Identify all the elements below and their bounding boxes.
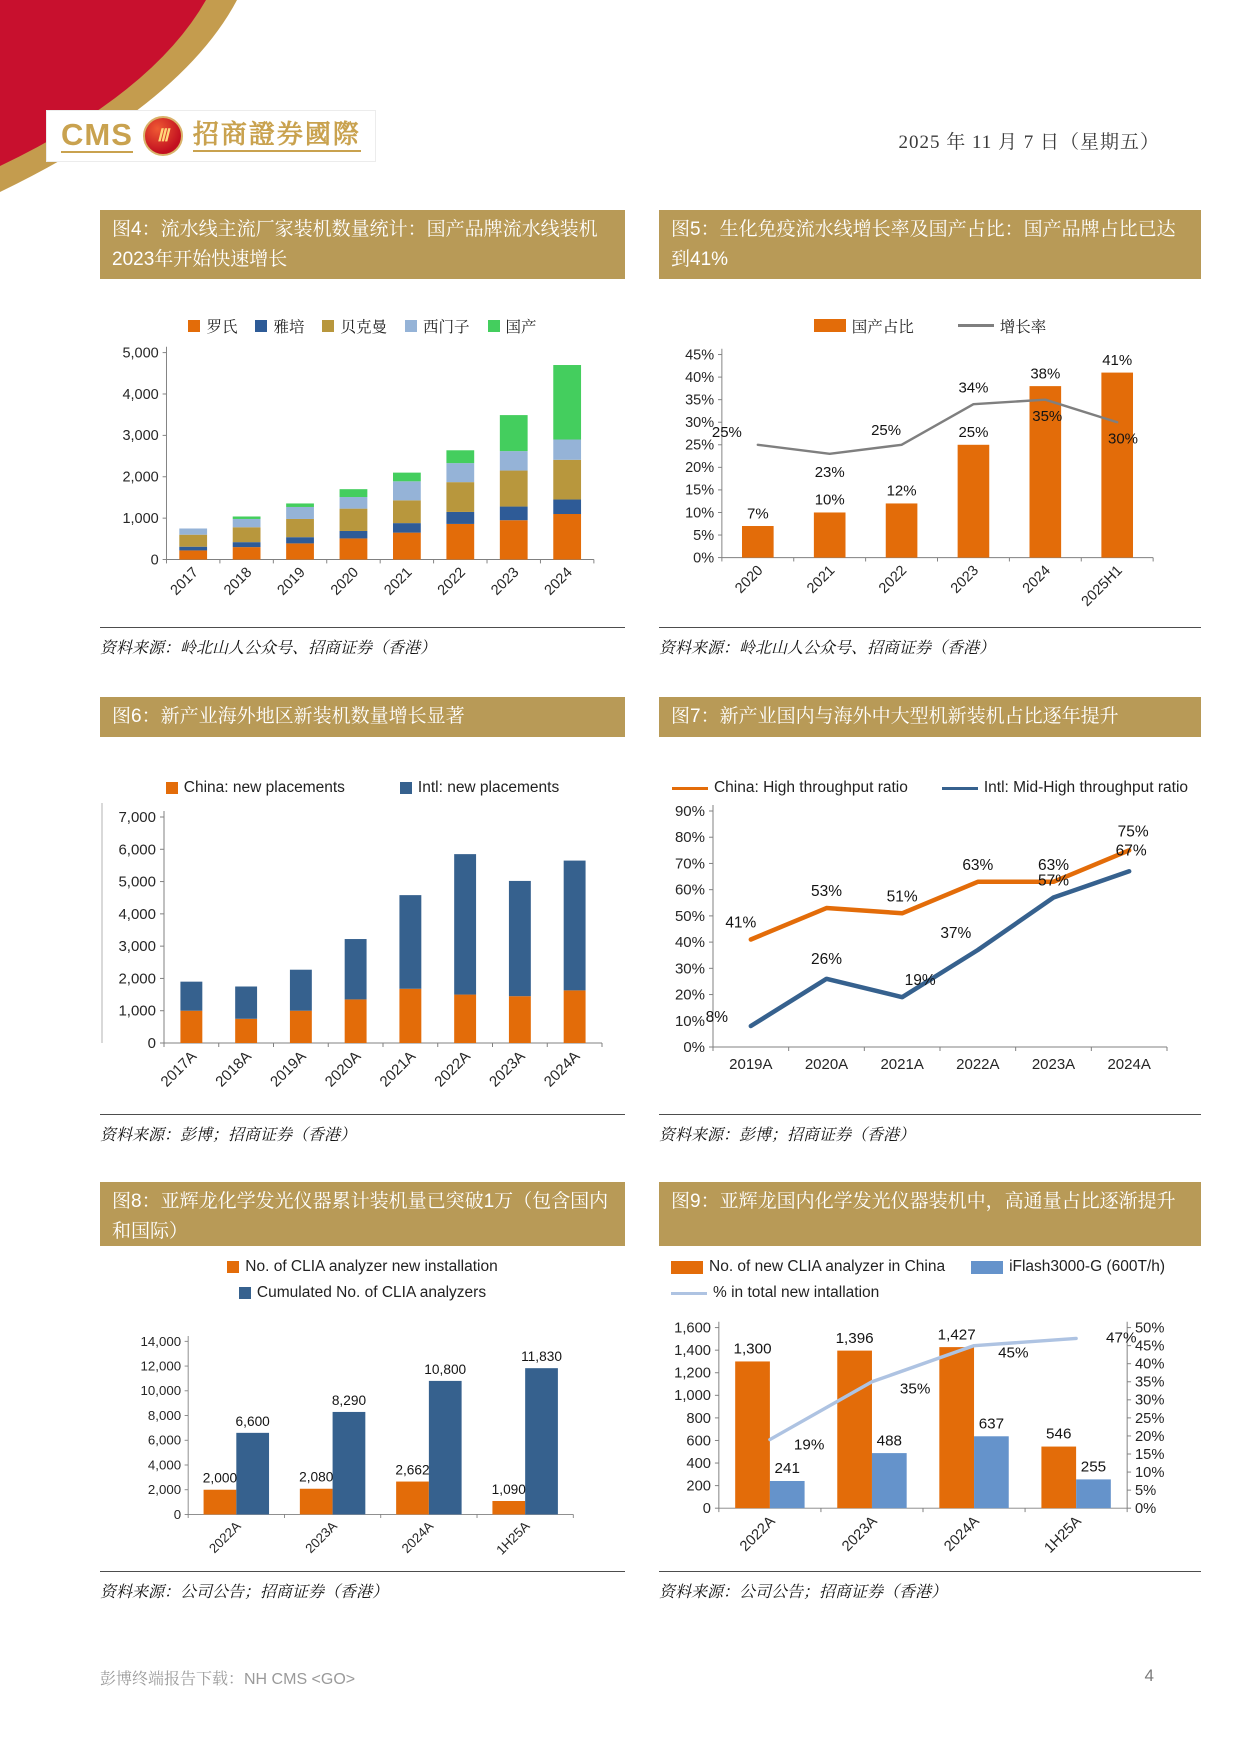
- svg-text:51%: 51%: [886, 888, 918, 906]
- svg-text:10%: 10%: [1135, 1464, 1165, 1481]
- svg-text:2019: 2019: [274, 564, 309, 599]
- svg-text:637: 637: [978, 1415, 1005, 1433]
- svg-text:2,080: 2,080: [299, 1469, 334, 1485]
- legend-swatch-icon: [400, 782, 412, 794]
- svg-text:5%: 5%: [693, 527, 715, 544]
- svg-text:241: 241: [774, 1460, 800, 1478]
- svg-text:2019A: 2019A: [729, 1056, 773, 1074]
- legend-swatch-icon: [942, 787, 978, 790]
- svg-text:10,000: 10,000: [140, 1383, 182, 1399]
- svg-text:45%: 45%: [685, 347, 715, 364]
- stacked-bar-chart-fig6: [100, 801, 612, 1107]
- svg-text:2018A: 2018A: [212, 1048, 255, 1091]
- svg-text:40%: 40%: [674, 934, 705, 952]
- svg-text:40%: 40%: [1135, 1356, 1165, 1373]
- legend-item: [671, 1258, 945, 1276]
- svg-text:37%: 37%: [940, 925, 972, 943]
- cms-logo-text: CMS: [61, 116, 133, 152]
- bar-line-chart-fig5: [659, 341, 1187, 627]
- legend-item: [971, 1258, 1165, 1276]
- svg-text:2021A: 2021A: [376, 1048, 420, 1091]
- grouped-bar-chart-fig8: [100, 1306, 612, 1571]
- svg-text:1,396: 1,396: [835, 1329, 874, 1347]
- svg-text:1,400: 1,400: [674, 1343, 711, 1360]
- svg-text:2,000: 2,000: [202, 1470, 238, 1486]
- legend-swatch-icon: [672, 787, 708, 790]
- svg-text:2024A: 2024A: [540, 1048, 584, 1091]
- svg-text:4,000: 4,000: [118, 906, 156, 924]
- legend-item: [322, 315, 387, 337]
- legend-item: [671, 1284, 879, 1302]
- svg-text:7%: 7%: [746, 505, 769, 523]
- svg-text:2021A: 2021A: [880, 1056, 924, 1074]
- svg-text:2022: 2022: [434, 564, 469, 599]
- svg-text:10%: 10%: [685, 505, 715, 522]
- svg-text:255: 255: [1080, 1458, 1107, 1476]
- svg-text:4,000: 4,000: [122, 386, 159, 403]
- chart-legend: [100, 315, 625, 337]
- svg-text:1,600: 1,600: [674, 1320, 711, 1337]
- svg-text:1,000: 1,000: [118, 1003, 156, 1021]
- legend-label: Cumulated No. of CLIA analyzers: [256, 1284, 487, 1301]
- figure-title: 图4：流水线主流厂家装机数量统计：国产品牌流水线装机2023年开始快速增长: [100, 210, 625, 279]
- brand-chinese-text: 招商證券國際: [193, 120, 361, 152]
- svg-text:2025H1: 2025H1: [1078, 562, 1126, 610]
- svg-text:0: 0: [150, 552, 159, 569]
- svg-text:2018: 2018: [221, 564, 256, 599]
- svg-text:8,000: 8,000: [147, 1407, 182, 1423]
- legend-item: [400, 779, 559, 797]
- svg-text:2023: 2023: [947, 562, 983, 597]
- svg-text:3,000: 3,000: [118, 938, 156, 956]
- svg-text:2024A: 2024A: [398, 1518, 437, 1557]
- source-note: 资料来源：公司公告；招商证券（香港）: [659, 1571, 1201, 1602]
- report-date: 2025 年 11 月 7 日（星期五）: [898, 132, 1160, 153]
- svg-text:8,290: 8,290: [331, 1392, 367, 1408]
- svg-text:1H25A: 1H25A: [493, 1518, 533, 1558]
- svg-text:25%: 25%: [1135, 1410, 1165, 1427]
- svg-text:38%: 38%: [1030, 365, 1061, 383]
- svg-text:2023A: 2023A: [302, 1518, 341, 1557]
- cms-logo-icon: Ⅲ: [143, 116, 183, 156]
- svg-text:41%: 41%: [1102, 351, 1133, 369]
- svg-text:546: 546: [1046, 1425, 1072, 1443]
- chart-legend: [659, 1258, 1201, 1302]
- svg-text:1H25A: 1H25A: [1041, 1513, 1085, 1557]
- svg-text:25%: 25%: [871, 421, 902, 439]
- svg-text:2023A: 2023A: [1031, 1056, 1076, 1074]
- svg-text:45%: 45%: [1135, 1338, 1165, 1355]
- legend-item: [188, 315, 237, 337]
- source-note: 资料来源：彭博；招商证券（香港）: [100, 1114, 625, 1145]
- svg-text:1,000: 1,000: [122, 510, 159, 527]
- svg-text:2023A: 2023A: [839, 1513, 881, 1555]
- legend-swatch-icon: [255, 320, 267, 332]
- svg-text:30%: 30%: [685, 414, 715, 431]
- svg-text:2021: 2021: [381, 564, 416, 599]
- svg-text:75%: 75%: [1117, 823, 1149, 841]
- source-note: 资料来源：岭北山人公众号、招商证券（香港）: [100, 627, 625, 658]
- svg-text:14,000: 14,000: [140, 1333, 182, 1349]
- svg-text:800: 800: [686, 1410, 711, 1427]
- legend-swatch-icon: [971, 1261, 1003, 1274]
- svg-text:30%: 30%: [1135, 1392, 1165, 1409]
- legend-item: [239, 1284, 486, 1302]
- figure-title: 图5：生化免疫流水线增长率及国产占比：国产品牌占比已达到41%: [659, 210, 1201, 279]
- svg-text:2021: 2021: [804, 562, 839, 597]
- svg-text:2024A: 2024A: [1107, 1056, 1151, 1074]
- svg-text:5,000: 5,000: [118, 873, 156, 891]
- legend-swatch-icon: [405, 320, 417, 332]
- svg-text:20%: 20%: [685, 459, 715, 476]
- legend-item: [227, 1258, 497, 1276]
- svg-text:2,000: 2,000: [122, 469, 159, 486]
- svg-text:45%: 45%: [998, 1344, 1029, 1362]
- svg-text:47%: 47%: [1106, 1329, 1137, 1347]
- svg-text:1,000: 1,000: [674, 1388, 711, 1405]
- svg-text:35%: 35%: [685, 392, 715, 409]
- svg-text:2024A: 2024A: [941, 1513, 983, 1555]
- figure-panel-9: [659, 1182, 1201, 1602]
- svg-text:2020: 2020: [732, 562, 767, 597]
- svg-text:10%: 10%: [674, 1013, 705, 1031]
- svg-text:2022: 2022: [876, 562, 911, 597]
- svg-text:50%: 50%: [674, 908, 705, 926]
- cms-logo: [46, 110, 376, 162]
- figure-panel-7: [659, 697, 1201, 1145]
- svg-text:2017: 2017: [167, 564, 202, 599]
- figure-title: 图6：新产业海外地区新装机数量增长显著: [100, 697, 625, 737]
- svg-text:2017A: 2017A: [157, 1048, 201, 1091]
- svg-text:8%: 8%: [705, 1009, 729, 1027]
- legend-swatch-icon: [671, 1261, 703, 1274]
- svg-text:2022A: 2022A: [431, 1048, 474, 1091]
- svg-text:6,600: 6,600: [235, 1413, 270, 1429]
- stacked-bar-chart-fig4: [100, 341, 612, 627]
- svg-text:57%: 57%: [1037, 872, 1070, 890]
- svg-text:25%: 25%: [685, 437, 715, 454]
- bar-line-dual-axis-chart-fig9: [659, 1306, 1187, 1571]
- svg-text:25%: 25%: [711, 423, 742, 441]
- svg-text:0%: 0%: [683, 1039, 705, 1057]
- svg-text:2020A: 2020A: [804, 1056, 849, 1074]
- legend-swatch-icon: [188, 320, 200, 332]
- svg-text:15%: 15%: [685, 482, 715, 499]
- svg-text:7,000: 7,000: [118, 809, 156, 827]
- legend-item: [488, 315, 537, 337]
- legend-label: China: High throughput ratio: [713, 779, 908, 797]
- legend-label: 罗氏: [206, 318, 238, 336]
- legend-item: [942, 779, 1188, 797]
- legend-label: Intl: new placements: [417, 779, 560, 797]
- svg-text:1,300: 1,300: [733, 1340, 772, 1358]
- svg-text:2023: 2023: [488, 564, 523, 599]
- legend-item: [166, 779, 345, 797]
- chart-legend: [659, 779, 1201, 797]
- figure-title: 图7：新产业国内与海外中大型机新装机占比逐年提升: [659, 697, 1201, 737]
- svg-text:488: 488: [876, 1432, 903, 1450]
- svg-text:35%: 35%: [1135, 1374, 1165, 1391]
- svg-text:3,000: 3,000: [122, 427, 159, 444]
- figure-panel-6: [100, 697, 625, 1145]
- legend-label: 国产: [505, 318, 537, 336]
- legend-label: iFlash3000-G (600T/h): [1009, 1258, 1166, 1275]
- legend-label: % in total new intallation: [713, 1284, 880, 1301]
- page-number: 4: [1144, 1666, 1154, 1685]
- svg-text:12,000: 12,000: [140, 1358, 182, 1374]
- legend-label: 增长率: [999, 318, 1047, 336]
- svg-text:30%: 30%: [1108, 430, 1138, 448]
- legend-swatch-icon: [671, 1292, 707, 1295]
- svg-text:1,427: 1,427: [937, 1326, 976, 1344]
- svg-text:41%: 41%: [725, 914, 757, 932]
- svg-text:0: 0: [173, 1506, 182, 1522]
- svg-text:6,000: 6,000: [147, 1432, 182, 1448]
- legend-swatch-icon: [958, 324, 994, 327]
- legend-swatch-icon: [166, 782, 178, 794]
- legend-swatch-icon: [814, 319, 846, 332]
- svg-text:19%: 19%: [904, 972, 936, 990]
- legend-item: [814, 315, 914, 337]
- svg-text:2022A: 2022A: [206, 1518, 244, 1557]
- source-note: 资料来源：公司公告；招商证券（香港）: [100, 1571, 625, 1602]
- figure-panel-5: [659, 210, 1201, 658]
- svg-text:63%: 63%: [1037, 857, 1070, 875]
- svg-text:60%: 60%: [674, 882, 705, 900]
- legend-label: 西门子: [423, 318, 470, 336]
- chart-legend: [100, 779, 625, 797]
- svg-text:0: 0: [702, 1501, 711, 1518]
- svg-text:11,830: 11,830: [521, 1349, 562, 1365]
- svg-text:30%: 30%: [674, 960, 705, 978]
- source-note: 资料来源：彭博；招商证券（香港）: [659, 1114, 1201, 1145]
- figure-title: 图9：亚辉龙国内化学发光仪器装机中，高通量占比逐渐提升: [659, 1182, 1201, 1246]
- svg-text:2020A: 2020A: [321, 1048, 365, 1091]
- legend-label: China: new placements: [183, 779, 345, 797]
- svg-text:20%: 20%: [674, 986, 705, 1004]
- svg-text:6,000: 6,000: [118, 841, 156, 859]
- svg-text:80%: 80%: [674, 829, 705, 847]
- svg-text:200: 200: [686, 1478, 711, 1495]
- legend-label: No. of CLIA analyzer new installation: [245, 1258, 498, 1275]
- svg-text:1,090: 1,090: [491, 1481, 526, 1497]
- svg-text:0%: 0%: [693, 550, 715, 567]
- svg-text:2024: 2024: [541, 564, 576, 599]
- legend-item: [672, 779, 908, 797]
- chart-legend: [100, 1258, 625, 1302]
- svg-text:26%: 26%: [810, 951, 843, 969]
- svg-text:2022A: 2022A: [737, 1513, 779, 1555]
- svg-text:2023A: 2023A: [486, 1048, 529, 1091]
- svg-text:12%: 12%: [886, 482, 917, 500]
- legend-label: Intl: Mid-High throughput ratio: [983, 779, 1189, 797]
- legend-label: 贝克曼: [340, 318, 387, 336]
- legend-label: 雅培: [273, 318, 305, 336]
- svg-text:19%: 19%: [793, 1436, 825, 1454]
- svg-text:0%: 0%: [1135, 1501, 1157, 1518]
- legend-swatch-icon: [488, 320, 500, 332]
- legend-label: 国产占比: [851, 318, 914, 336]
- svg-text:25%: 25%: [958, 423, 989, 441]
- figure-panel-8: [100, 1182, 625, 1602]
- svg-text:35%: 35%: [1032, 407, 1063, 425]
- svg-text:2020: 2020: [327, 564, 363, 599]
- svg-text:53%: 53%: [810, 883, 843, 901]
- source-note: 资料来源：岭北山人公众号、招商证券（香港）: [659, 627, 1201, 658]
- svg-text:70%: 70%: [674, 855, 705, 873]
- svg-text:2022A: 2022A: [956, 1056, 1000, 1074]
- svg-text:10,800: 10,800: [424, 1361, 467, 1377]
- svg-text:63%: 63%: [962, 857, 994, 875]
- svg-text:4,000: 4,000: [147, 1457, 182, 1473]
- svg-text:5%: 5%: [1135, 1483, 1157, 1500]
- svg-text:23%: 23%: [814, 463, 845, 481]
- svg-text:2024: 2024: [1019, 562, 1054, 597]
- legend-swatch-icon: [227, 1261, 239, 1273]
- bloomberg-download-note: 彭博终端报告下载：NH CMS <GO>: [100, 1671, 356, 1688]
- legend-item: [255, 315, 304, 337]
- svg-text:1,200: 1,200: [674, 1365, 711, 1382]
- svg-text:0: 0: [147, 1035, 156, 1053]
- legend-item: [958, 315, 1047, 337]
- legend-item: [405, 315, 470, 337]
- svg-text:35%: 35%: [899, 1380, 931, 1398]
- svg-text:20%: 20%: [1135, 1428, 1165, 1445]
- svg-text:15%: 15%: [1135, 1446, 1165, 1463]
- legend-swatch-icon: [239, 1287, 251, 1299]
- chart-legend: [659, 315, 1201, 337]
- svg-text:5,000: 5,000: [122, 345, 159, 362]
- svg-text:2,662: 2,662: [395, 1462, 430, 1478]
- svg-text:600: 600: [686, 1433, 711, 1450]
- svg-text:34%: 34%: [958, 379, 989, 397]
- svg-text:400: 400: [686, 1455, 711, 1472]
- legend-label: No. of new CLIA analyzer in China: [709, 1258, 946, 1275]
- line-chart-fig7: [659, 801, 1187, 1077]
- svg-text:50%: 50%: [1135, 1320, 1165, 1337]
- legend-swatch-icon: [322, 320, 334, 332]
- svg-text:10%: 10%: [814, 491, 845, 509]
- svg-text:2019A: 2019A: [267, 1048, 310, 1091]
- svg-text:2,000: 2,000: [118, 970, 156, 988]
- svg-text:2,000: 2,000: [147, 1482, 182, 1498]
- svg-text:40%: 40%: [685, 369, 715, 386]
- figure-panel-4: [100, 210, 625, 658]
- svg-text:67%: 67%: [1115, 842, 1147, 860]
- figure-title: 图8：亚辉龙化学发光仪器累计装机量已突破1万（包含国内和国际）: [100, 1182, 625, 1246]
- svg-text:90%: 90%: [674, 803, 705, 821]
